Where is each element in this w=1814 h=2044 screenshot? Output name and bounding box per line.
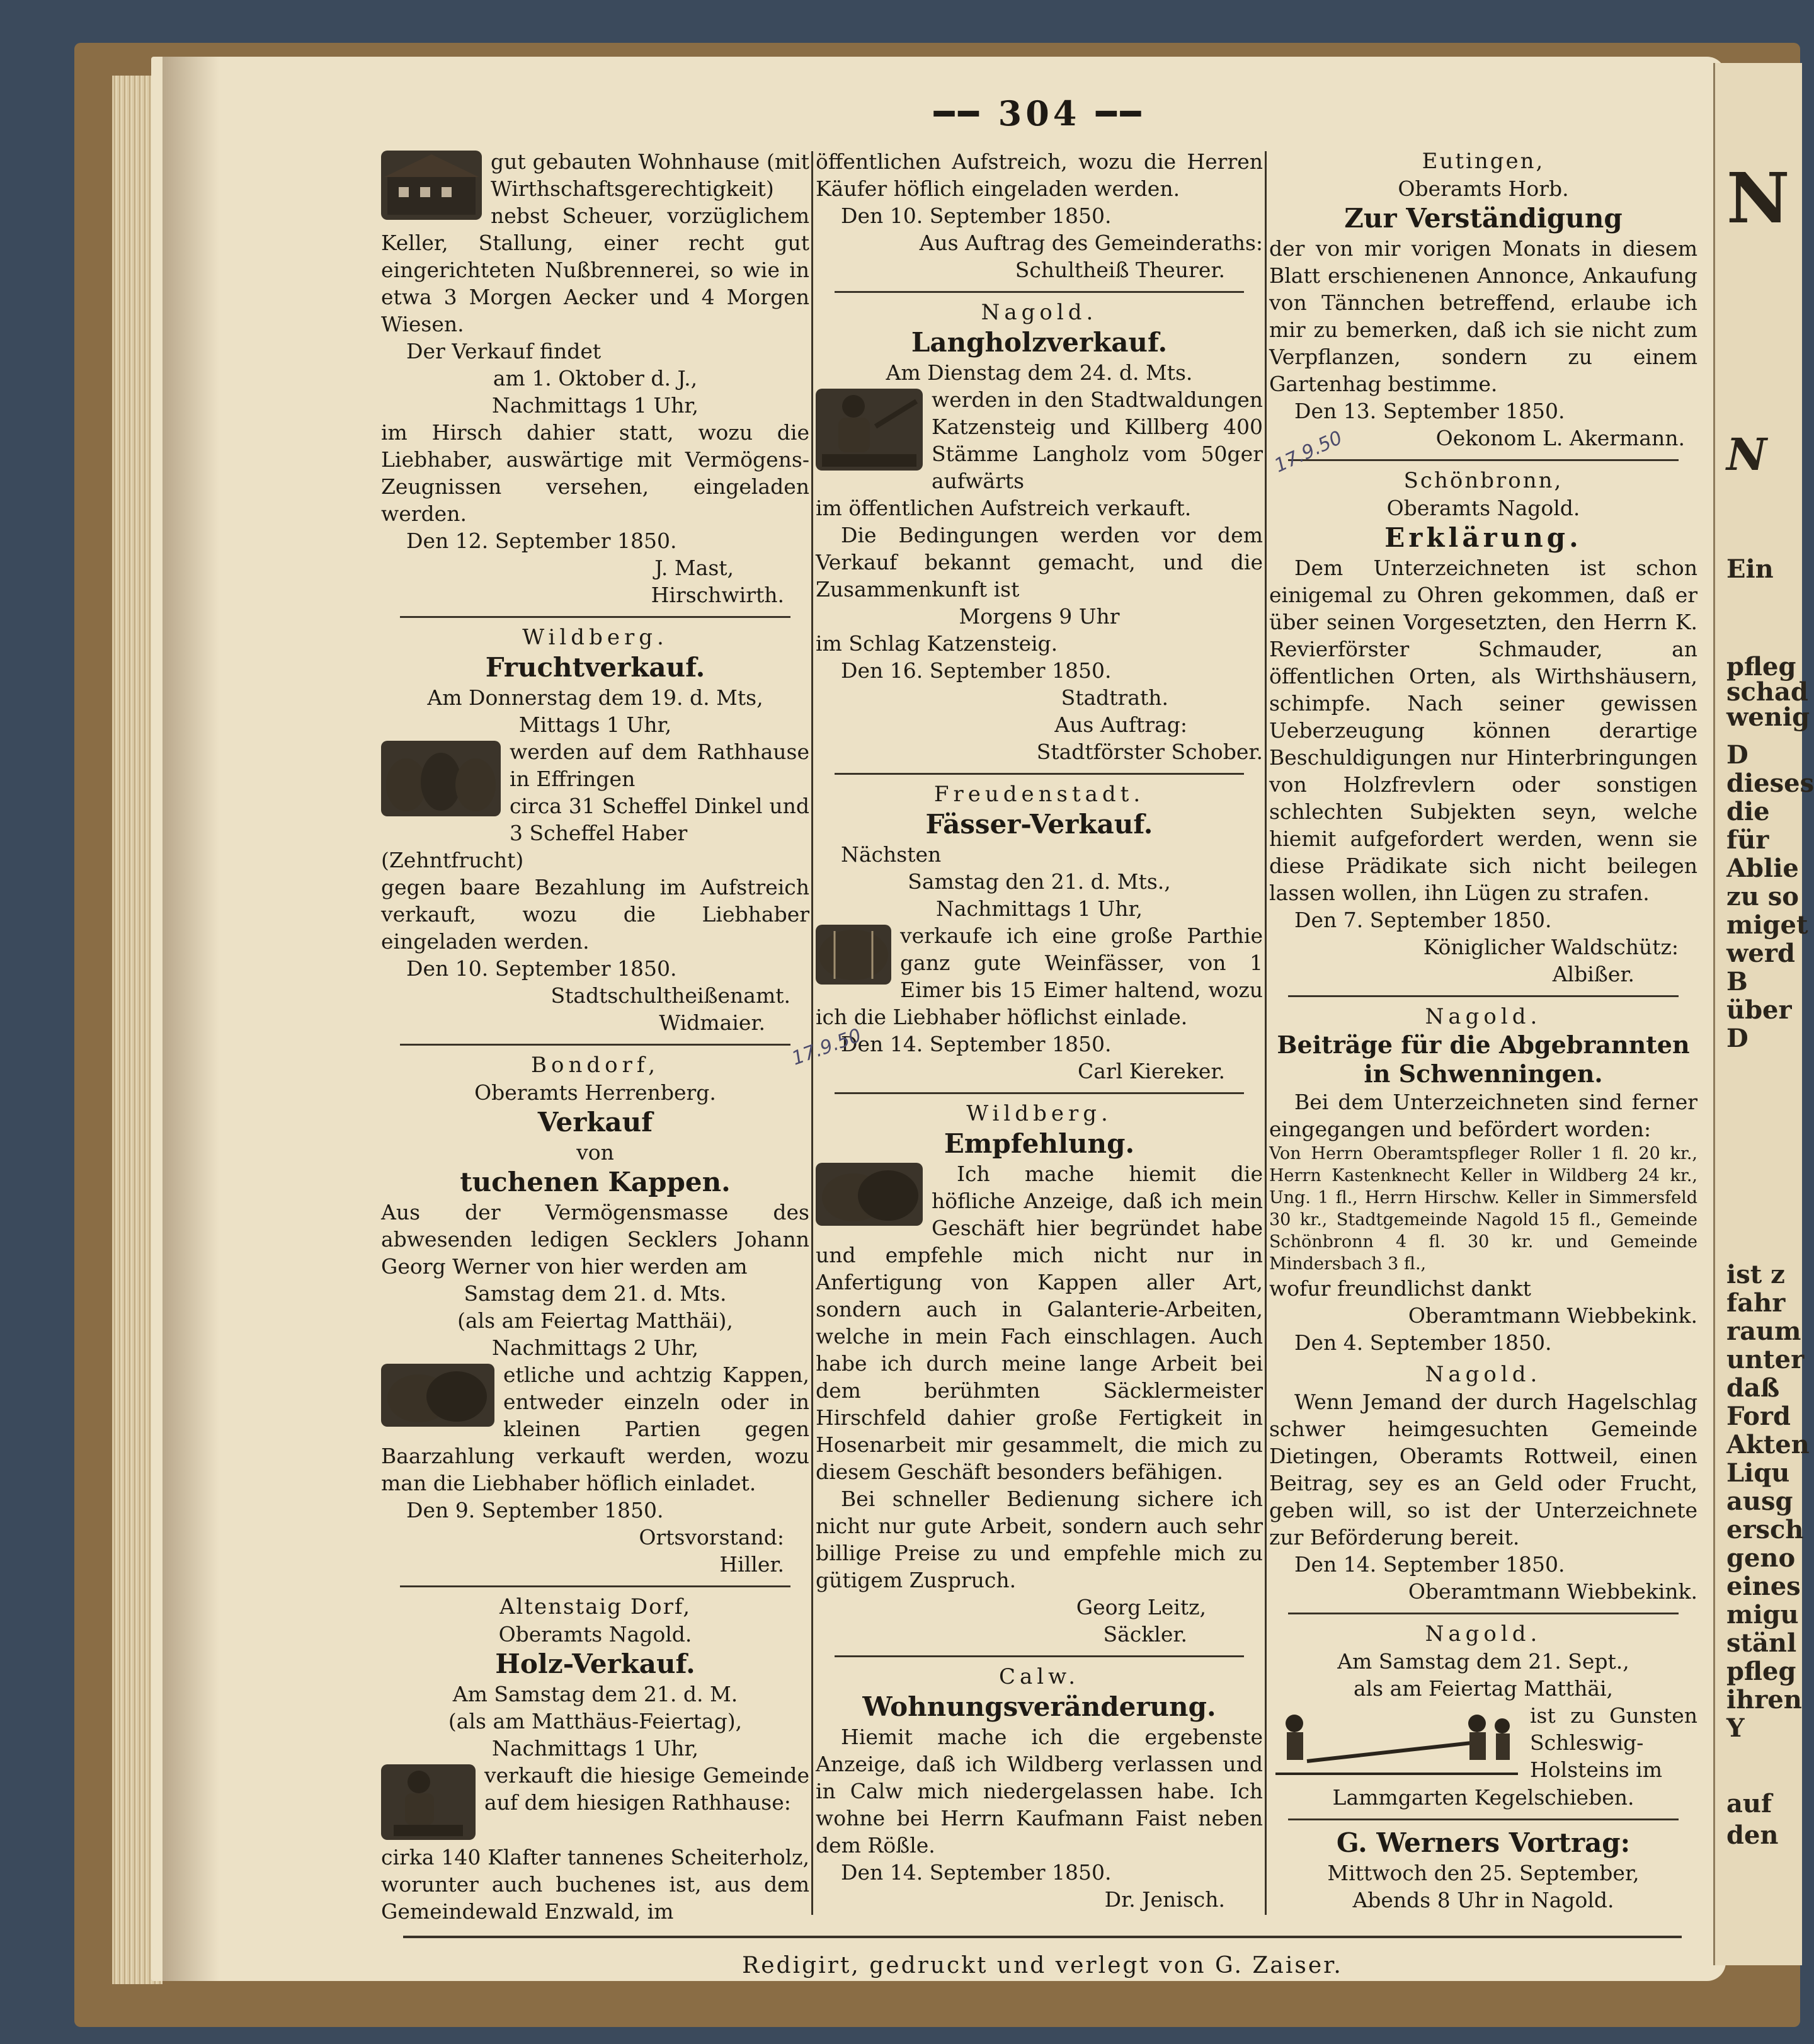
ad-place: Nagold.: [1425, 1004, 1542, 1029]
ad-separator: [835, 1655, 1244, 1657]
ad-text: ist zu Gunsten Schleswig-Holsteins im: [1530, 1703, 1697, 1782]
house-woodcut-icon: [381, 151, 482, 220]
facing-fragment: ist z: [1726, 1260, 1785, 1289]
ad-text: Lammgarten Kegelschieben.: [1332, 1785, 1634, 1810]
facing-fragment: stänl: [1726, 1628, 1797, 1658]
ad-text: verkauft die hiesige Gemeinde auf dem hiesigen Rathhause:: [484, 1763, 809, 1815]
ad-dated: Den 10. September 1850.: [841, 203, 1112, 228]
page-gutter-shadow: [163, 57, 219, 1981]
ad-time: Mittags 1 Uhr,: [518, 712, 672, 737]
ad-signature: J. Mast,: [654, 556, 734, 580]
facing-fragment: Ein: [1726, 554, 1774, 584]
ad-separator: [835, 1092, 1244, 1094]
ad-lecture: [1269, 1827, 1697, 1914]
ad-time: Nachmittags 1 Uhr,: [491, 393, 699, 418]
bowling-scene-woodcut-icon: [1269, 1704, 1521, 1780]
caps-woodcut-icon: [816, 1163, 923, 1226]
ad-title: Zur Verständigung: [1344, 203, 1623, 234]
ad-bowling: [1269, 1621, 1697, 1811]
ad-caps-sale: [381, 1052, 809, 1578]
ad-separator: [835, 291, 1244, 293]
ad-date: Am Samstag dem 21. Sept.,: [1337, 1649, 1629, 1674]
ad-signature: Oekonom L. Akermann.: [1435, 426, 1685, 450]
ad-signature: Hirschwirth.: [651, 583, 784, 607]
ad-text: Ich mache hiemit die höfliche Anzeige, daß ich mein Geschäft hier begründet habe und empfehle mich nicht nur in Anfertigung von Kappen aller Art, sondern auch in Galanterie-Arbeiten, welche in mein Fach einschlagen. Auch habe ich durch meine lange Arbeit bei dem berühmten Säcklermeister Hirschfeld dahier große Fertigkeit in Hosenarbeit mir gesammelt, die mich zu diesem Geschäft besonders befähigen.: [816, 1162, 1263, 1484]
facing-fragment: Ford: [1726, 1402, 1791, 1431]
ad-signature: Aus Auftrag:: [1054, 712, 1187, 737]
facing-page-fragment: [1713, 63, 1814, 1965]
woodsman-woodcut-icon: [816, 389, 923, 471]
ad-signature: Oberamtmann Wiebbekink.: [1408, 1303, 1697, 1328]
ad-text: werden auf dem Rathhause in Effringen: [510, 739, 809, 791]
ad-date: Mittwoch den 25. September,: [1327, 1861, 1640, 1885]
facing-fragment: Akten: [1726, 1430, 1810, 1459]
footer-rule: [403, 1936, 1682, 1938]
ad-time: Nachmittags 1 Uhr,: [491, 1736, 699, 1761]
ad-title: Empfehlung.: [944, 1128, 1135, 1159]
facing-fragment: raum: [1726, 1316, 1801, 1346]
facing-fragment: B: [1726, 967, 1748, 996]
ad-title: tuchenen Kappen.: [460, 1167, 731, 1197]
ad-time: Nachmittags 1 Uhr,: [935, 896, 1143, 921]
ad-text: Der Verkauf findet: [406, 339, 602, 363]
ad-text: im öffentlichen Aufstreich verkauft.: [816, 496, 1192, 520]
ad-separator: [400, 616, 790, 618]
ad-text: wofur freundlichst dankt: [1269, 1276, 1531, 1301]
ad-district: Oberamts Nagold.: [498, 1622, 692, 1647]
facing-fragment: die: [1726, 797, 1770, 826]
facing-fragment: dieses: [1726, 768, 1814, 798]
ad-district: Oberamts Nagold.: [1386, 496, 1580, 520]
ad-contributions: [1269, 1003, 1697, 1356]
facing-fragment: auf: [1726, 1789, 1772, 1818]
ad-place: Eutingen,: [1422, 149, 1545, 174]
facing-fragment: den: [1726, 1820, 1779, 1850]
ad-clarification: [1269, 148, 1697, 452]
ad-separator: [1288, 995, 1679, 997]
ad-dated: Den 10. September 1850.: [406, 956, 677, 981]
page-number-value: 304: [998, 93, 1081, 134]
facing-fragment: schad: [1726, 677, 1808, 707]
ad-signature: Stadtschultheißenamt.: [550, 983, 790, 1008]
facing-fragment: eines: [1726, 1572, 1801, 1601]
ad-signature: Stadtrath.: [1061, 685, 1168, 710]
ad-text: (Zehntfrucht): [381, 848, 524, 872]
ad-separator: [1288, 1818, 1679, 1820]
ad-text: circa 31 Scheffel Dinkel und 3 Scheffel Haber: [510, 794, 809, 845]
ad-text: Die Bedingungen werden vor dem Verkauf bekannt gemacht, und die Zusammenkunft ist: [816, 523, 1263, 602]
ad-text: Aus der Vermögensmasse des abwesenden ledigen Secklers Johann Georg Werner von hier werden am: [381, 1200, 809, 1279]
ad-signature: Widmaier.: [659, 1010, 765, 1035]
ad-text: öffentlichen Aufstreich, wozu die Herren Käufer höflich eingeladen werden.: [816, 149, 1263, 201]
ad-text: Bei dem Unterzeichneten sind ferner eingegangen und befördert worden:: [1269, 1090, 1697, 1141]
imprint-footer: Redigirt, gedruckt und verlegt von G. Zaiser.: [742, 1953, 1343, 1978]
facing-fragment: ihren: [1726, 1685, 1802, 1715]
ad-signature: Stadtförster Schober.: [1036, 739, 1263, 764]
facing-fragment: ersch: [1726, 1515, 1804, 1544]
ad-contribution-list: Von Herrn Oberamtspfleger Roller 1 fl. 20 kr., Herrn Kastenknecht Keller in Wildberg 24 kr., Ung. 1 fl., Herrn Hirschw. Keller in Simmersfeld 30 kr., Stadtgemeinde Nagold 15 fl., Gemeinde Schönbronn 4 fl. 30 kr. und Gemeinde Mindersbach 3 fl.,: [1269, 1144, 1697, 1274]
ad-text: etliche und achtzig Kappen, entweder einzeln oder in kleinen Partien gegen Baarzahlung verkauft werden, wozu man die Liebhaber höflich einladet.: [381, 1362, 809, 1495]
facing-fragment: wenig: [1726, 702, 1810, 732]
ad-title: G. Werners Vortrag:: [1336, 1827, 1631, 1858]
ornament-dash: ━━: [1080, 93, 1145, 134]
ad-continuation: [816, 148, 1263, 283]
ad-place: Wildberg.: [522, 625, 668, 650]
ad-dated: Den 14. September 1850.: [1294, 1552, 1565, 1577]
ad-district: Oberamts Horb.: [1398, 176, 1569, 201]
ad-text: (als am Feiertag Matthäi),: [457, 1308, 733, 1333]
facing-fragment: zu so: [1726, 882, 1799, 911]
ad-date: Am Dienstag dem 24. d. Mts.: [886, 360, 1193, 385]
ad-separator: [1288, 1613, 1679, 1614]
ad-time: Morgens 9 Uhr: [959, 604, 1120, 629]
ad-text: Bei schneller Bedienung sichere ich nicht nur gute Arbeit, sondern auch sehr billige Preise zu und empfehle mich zu gütigem Zuspruch.: [816, 1487, 1263, 1592]
facing-fragment: D: [1726, 1024, 1748, 1053]
grain-sacks-woodcut-icon: [381, 741, 501, 816]
ad-signature: Ortsvorstand:: [639, 1525, 784, 1550]
column-right: [1269, 148, 1697, 1918]
ad-dated: Den 16. September 1850.: [841, 658, 1112, 683]
woodcutter-woodcut-icon: [381, 1764, 476, 1840]
ad-text: werden in den Stadtwaldungen Katzensteig und Killberg 400 Stämme Langholz vom 50ger aufwärts: [932, 387, 1263, 493]
ad-text: der von mir vorigen Monats in diesem Blatt erschienenen Annonce, Ankaufung von Tännchen betreffend, erlaube ich mir zu bemerken, daß ich sie nicht zum Verpflanzen, sondern zu einem Gartenhag bestimme.: [1269, 236, 1697, 396]
facing-fragment: D: [1726, 740, 1748, 770]
ad-signature: Königlicher Waldschütz:: [1423, 935, 1679, 959]
facing-fragment: für: [1726, 825, 1769, 855]
ad-text: Hiemit mache ich die ergebenste Anzeige, daß ich Wildberg verlassen und in Calw mich niedergelassen habe. Ich wohne bei Herrn Kaufmann Faist neben dem Rößle.: [816, 1725, 1263, 1858]
ad-title: Fruchtverkauf.: [485, 652, 705, 683]
facing-fragment: miget: [1726, 910, 1808, 940]
ad-title: Beiträge für die Abgebrannten in Schwenningen.: [1277, 1031, 1690, 1088]
page-number: [913, 93, 1165, 134]
facing-fragment: fahr: [1726, 1288, 1786, 1318]
ad-text: Dem Unterzeichneten ist schon einigemal zu Ohren gekommen, daß er über seinen Vorgesetzten, den Herrn K. Revierförster Schmauder, an öffentlichen Orten, als Wirthshäusern, schimpfe. Nach seiner gewissen Ueberzeugung können derartige Beschuldigungen nur Hinterbringungen von Holzfrevlern oder sonstigen schlechten Subjekten seyn, welche hiemit aufgefordert werden, wenn sie diese Prädikate sich nicht beilegen lassen wollen, ihn Lügen zu strafen.: [1269, 556, 1697, 905]
ad-title: Erklärung.: [1384, 522, 1582, 553]
ad-date: Samstag dem 21. d. Mts.: [464, 1281, 727, 1306]
ad-signature: Aus Auftrag des Gemeinderaths:: [919, 231, 1263, 255]
ad-place: Nagold.: [1425, 1621, 1542, 1647]
ad-dated: Den 12. September 1850.: [406, 528, 677, 553]
ad-dated: Den 13. September 1850.: [1294, 399, 1565, 423]
ad-district: Oberamts Herrenberg.: [474, 1080, 716, 1105]
ad-signature: Carl Kiereker.: [1078, 1059, 1225, 1083]
ad-text: verkaufe ich eine große Parthie ganz gute Weinfässer, von 1 Eimer bis 15 Eimer haltend, wozu ich die Liebhaber höflichst einlade.: [816, 923, 1263, 1029]
ad-text: gut gebauten Wohnhause (mit Wirthschaftsgerechtigkeit) nebst Scheuer, vorzüglichem Keller, Stallung, einer recht gut eingerichteten Nußbrennerei, so wie in etwa 3 Morgen Aecker und 4 Morgen Wiesen.: [381, 149, 809, 336]
ad-signature: Schultheiß Theurer.: [1015, 258, 1225, 282]
handwritten-annotation: 17.9.50: [789, 1024, 865, 1070]
caps-woodcut-icon: [381, 1364, 494, 1427]
ad-text: im Hirsch dahier statt, wozu die Liebhaber, auswärtige mit Vermögens-Zeugnissen versehen, eingeladen werden.: [381, 420, 809, 526]
ad-signature: Dr. Jenisch.: [1104, 1887, 1225, 1912]
ad-barrel-sale: [816, 781, 1263, 1085]
facing-fragment: pfleg: [1726, 1657, 1796, 1686]
ad-text: Wenn Jemand der durch Hagelschlag schwer heimgesuchten Gemeinde Dietingen, Oberamts Rottweil, einen Beitrag, sey es an Geld oder Frucht, geben will, so ist der Unterzeichnete zur Beförderung bereit.: [1269, 1390, 1697, 1550]
ad-title: Fässer-Verkauf.: [925, 809, 1153, 840]
ad-declaration: [1269, 467, 1697, 988]
ad-separator: [400, 1585, 790, 1587]
ad-separator: [400, 1044, 790, 1046]
column-middle: [816, 148, 1263, 1918]
ad-dated: Den 14. September 1850.: [841, 1032, 1112, 1056]
ad-title: Langholzverkauf.: [911, 327, 1168, 358]
facing-fragment: ausg: [1726, 1487, 1793, 1516]
facing-fragment: Ablie: [1726, 854, 1799, 883]
ad-text: (als am Matthäus-Feiertag),: [448, 1709, 743, 1733]
ad-change-of-address: [816, 1664, 1263, 1913]
facing-fragment: migu: [1726, 1600, 1799, 1630]
ad-recommendation: [816, 1100, 1263, 1648]
ad-signature: Hiller.: [719, 1552, 784, 1577]
ad-hail-relief: [1269, 1361, 1697, 1605]
ad-date: Am Samstag dem 21. d. M.: [452, 1682, 738, 1706]
ad-place: Nagold.: [1425, 1362, 1542, 1387]
facing-fragment: unter: [1726, 1345, 1805, 1374]
ad-signature: Säckler.: [1103, 1622, 1187, 1647]
ad-dated: Den 14. September 1850.: [841, 1860, 1112, 1885]
ornament-dash: ━━: [933, 93, 998, 134]
ad-inn-sale: [381, 148, 809, 608]
facing-fragment: geno: [1726, 1543, 1796, 1573]
handwritten-annotation: 17.9.50: [1270, 426, 1346, 477]
ad-grain-sale: [381, 624, 809, 1036]
facing-fragment: N: [1726, 428, 1767, 481]
ad-place: Altenstaig Dorf,: [499, 1594, 692, 1619]
facing-fragment: daß: [1726, 1373, 1780, 1403]
ad-title: Verkauf: [537, 1107, 653, 1138]
ad-time: Abends 8 Uhr in Nagold.: [1352, 1888, 1614, 1912]
ad-date: Am Donnerstag dem 19. d. Mts,: [427, 685, 763, 710]
ad-separator: [1288, 459, 1679, 461]
ad-place: Wildberg.: [966, 1101, 1112, 1126]
ad-date: Samstag den 21. d. Mts.,: [908, 869, 1171, 894]
ad-dated: Den 7. September 1850.: [1294, 908, 1552, 932]
ad-title: Holz-Verkauf.: [495, 1648, 695, 1679]
ad-signature: Albißer.: [1552, 962, 1634, 986]
column-left: [381, 148, 809, 1924]
ad-signature: Oberamtmann Wiebbekink.: [1408, 1579, 1697, 1604]
column-rule: [1265, 151, 1267, 1915]
ad-dated: Den 9. September 1850.: [406, 1498, 664, 1522]
ad-date: am 1. Oktober d. J.,: [493, 366, 698, 391]
ad-place: Calw.: [998, 1664, 1080, 1689]
column-rule: [811, 151, 813, 1915]
facing-fragment: werd: [1726, 939, 1795, 968]
facing-fragment: pfleg: [1726, 652, 1796, 682]
ad-place: Schönbronn,: [1403, 468, 1563, 493]
ad-separator: [835, 773, 1244, 775]
ad-timber-sale: [816, 299, 1263, 765]
barrel-woodcut-icon: [816, 925, 891, 985]
ad-place: Bondorf,: [530, 1053, 660, 1078]
facing-fragment: über: [1726, 995, 1792, 1025]
ad-signature: Georg Leitz,: [1076, 1595, 1206, 1619]
ad-text: im Schlag Katzensteig.: [816, 631, 1058, 656]
ad-place: Nagold.: [981, 300, 1098, 325]
facing-fragment: Liqu: [1726, 1458, 1790, 1488]
ad-text: als am Feiertag Matthäi,: [1353, 1676, 1614, 1701]
ad-text: Nächsten: [841, 842, 942, 867]
ad-text: von: [576, 1140, 614, 1165]
ad-time: Nachmittags 2 Uhr,: [491, 1335, 699, 1360]
ad-wood-sale: [381, 1594, 809, 1925]
ad-text: cirka 140 Klafter tannenes Scheiterholz, worunter auch buchenes ist, aus dem Gemeindewald Enzwald, im: [381, 1845, 809, 1924]
ad-dated: Den 4. September 1850.: [1294, 1330, 1552, 1355]
ad-place: Freudenstadt.: [933, 782, 1145, 807]
facing-fragment: Y: [1726, 1713, 1745, 1743]
facing-fragment: N: [1726, 157, 1790, 239]
ad-text: gegen baare Bezahlung im Aufstreich verkauft, wozu die Liebhaber eingeladen werden.: [381, 875, 809, 954]
ad-title: Wohnungsveränderung.: [862, 1691, 1216, 1722]
